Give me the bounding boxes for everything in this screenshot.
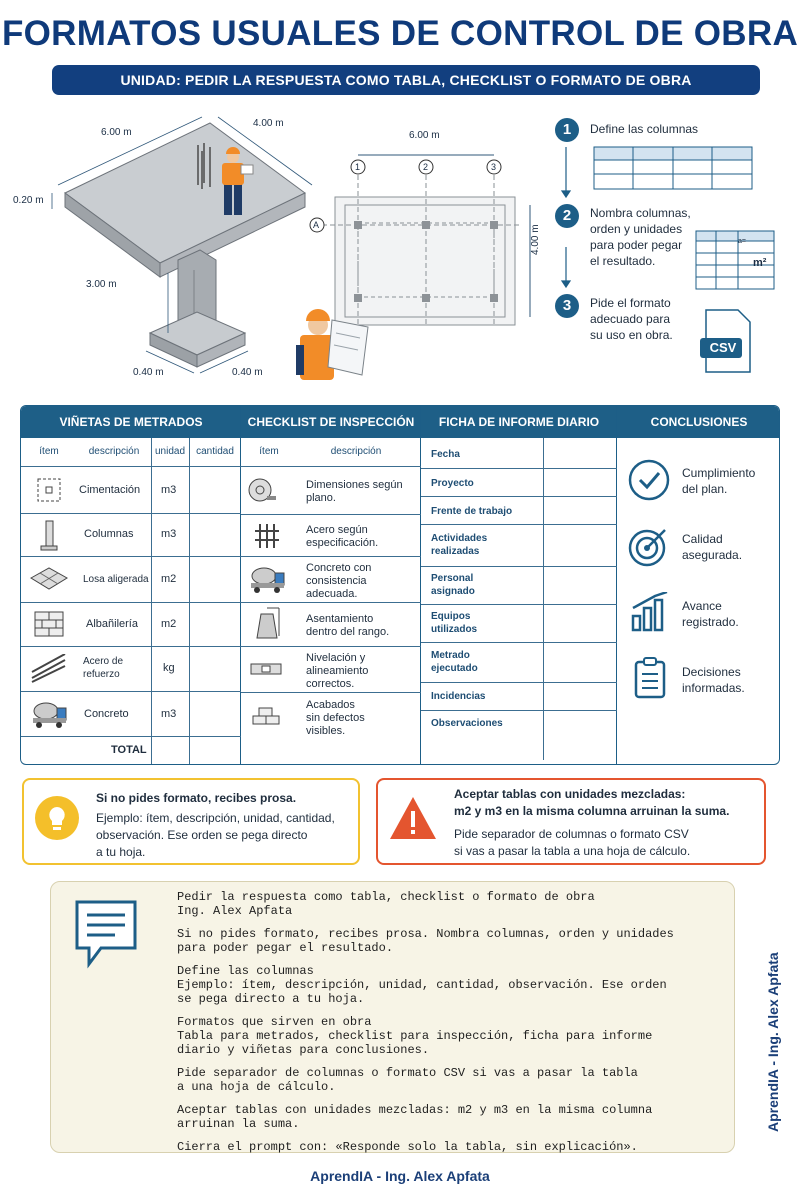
ficha-field (431, 572, 475, 598)
prompt-line: Define las columnas (177, 964, 314, 978)
checklist-desc-line: alineamiento (306, 665, 369, 677)
column-icon (37, 518, 61, 552)
table-row (421, 604, 617, 605)
prompt-line: Cierra el prompt con: «Responde solo la tabla, sin explicación». (177, 1140, 638, 1154)
rebar-icon (29, 654, 69, 684)
table-row (21, 466, 241, 467)
col-item: ítem (259, 446, 279, 457)
table-row (421, 710, 617, 711)
table-row (21, 556, 241, 557)
table-row (21, 513, 241, 514)
conclusion-line: asegurada. (682, 548, 743, 562)
metrado-total: TOTAL (111, 744, 147, 756)
ficha-field: Incidencias (431, 691, 486, 702)
prompt-line: Aceptar tablas con unidades mezcladas: m2 y m3 en la misma columna (177, 1103, 653, 1117)
dim-footing-b: 0.40 m (232, 367, 263, 378)
conclusion-item (682, 664, 745, 696)
step-number: 3 (555, 294, 579, 318)
tip-text (96, 810, 335, 861)
ficha-field (431, 532, 487, 558)
prompt-line (177, 955, 674, 964)
header-ficha: FICHA DE INFORME DIARIO (421, 406, 617, 438)
metrado-unit: m3 (161, 484, 177, 496)
metrado-desc: Cimentación (79, 484, 141, 496)
prompt-line (177, 1131, 674, 1140)
conclusion-line: Calidad (682, 532, 723, 546)
checklist-desc-line: dentro del rango. (306, 626, 390, 638)
col-descripcion: descripción (330, 446, 382, 457)
prompt-line (177, 918, 674, 927)
ficha-field: Observaciones (431, 718, 503, 729)
step-text-line: Define las columnas (590, 122, 699, 136)
prompt-line: Ejemplo: ítem, descripción, unidad, cantidad, observación. Ese orden (177, 978, 667, 992)
table-row (421, 682, 617, 683)
step-text-line: Pide el formato (590, 296, 671, 310)
table-row (241, 646, 421, 647)
col-item: ítem (39, 446, 59, 457)
target-icon (627, 524, 671, 568)
step-text-line: adecuado para (590, 312, 671, 326)
chat-bubble-icon (71, 898, 141, 972)
sheet-unit: m² (753, 257, 767, 269)
header-metrados: VIÑETAS DE METRADOS (21, 406, 241, 438)
brick-wall-icon (33, 610, 65, 638)
conclusion-line: Avance (682, 599, 722, 613)
tip-text-line: Ejemplo: ítem, descripción, unidad, cantidad, (96, 811, 335, 825)
conclusion-item (682, 598, 739, 630)
table-row (21, 602, 241, 603)
metrado-desc-line: Acero de (83, 656, 124, 667)
csv-label: CSV (709, 340, 737, 355)
tip-text-line: a tu hoja. (96, 845, 146, 859)
warning-heading (454, 786, 729, 820)
conclusion-line: Decisiones (682, 665, 741, 679)
step-text-line: orden y unidades (590, 222, 683, 236)
ficha-field-line: ejecutado (431, 663, 478, 674)
prompt-text (177, 890, 674, 1154)
table-row (241, 602, 421, 603)
metrado-unit: m2 (161, 618, 177, 630)
conclusion-item (682, 531, 742, 563)
conclusion-line: Cumplimiento (682, 466, 756, 480)
conclusion-line: del plan. (682, 482, 728, 496)
step-text-line: Nombra columnas, (590, 206, 691, 220)
footer-brand: AprendIA - Ing. Alex Apfata (310, 1168, 490, 1184)
prompt-line: Pide separador de columnas o formato CSV si vas a pasar la tabla (177, 1066, 638, 1080)
tip-heading: Si no pides formato, recibes prosa. (96, 791, 297, 805)
table-row (241, 692, 421, 693)
checklist-desc-line: Dimensiones según (306, 479, 403, 491)
step-text (590, 121, 698, 137)
lightbulb-icon (34, 795, 80, 841)
step-text-line: para poder pegar (590, 238, 683, 252)
checklist-desc-line: Concreto con (306, 562, 372, 574)
metrado-desc: Concreto (84, 708, 129, 720)
table-row (421, 468, 617, 469)
prompt-line: Pedir la respuesta como tabla, checklist o formato de obra (177, 890, 595, 904)
grid-label-1: 1 (355, 162, 361, 172)
prompt-line: Tabla para metrados, checklist para inspección, ficha para informe (177, 1029, 653, 1043)
check-circle-icon (627, 458, 671, 502)
footing-icon (35, 476, 63, 504)
metrado-unit: m2 (161, 573, 177, 585)
dim-slab: 0.20 m (13, 195, 44, 206)
metrado-desc-line: refuerzo (83, 669, 120, 680)
prompt-line (177, 1006, 674, 1015)
dim-footing-a: 0.40 m (133, 367, 164, 378)
checklist-desc (306, 524, 378, 550)
col-unidad: unidad (154, 446, 186, 457)
tape-measure-icon (247, 476, 277, 504)
step-number: 1 (555, 118, 579, 142)
warning-heading-line: m2 y m3 en la misma columna arruinan la suma. (454, 804, 730, 818)
warning-text-line: si vas a pasar la tabla a una hoja de cálculo. (454, 844, 691, 858)
prompt-line: Si no pides formato, recibes prosa. Nombra columnas, orden y unidades (177, 927, 674, 941)
checklist-desc (306, 613, 389, 639)
warning-icon (388, 795, 438, 841)
warning-callout (376, 778, 766, 865)
level-icon (249, 660, 283, 678)
grid-label-a: A (313, 220, 320, 230)
prompt-line: a una hoja de cálculo. (177, 1080, 336, 1094)
step-text-line: el resultado. (590, 254, 656, 268)
metrado-desc: Columnas (84, 528, 134, 540)
col-descripcion: descripción (88, 446, 140, 457)
header-checklist: CHECKLIST DE INSPECCIÓN (241, 406, 421, 438)
checklist-desc-line: plano. (306, 492, 336, 504)
step-text-line: su uso en obra. (590, 328, 673, 342)
plan-width: 6.00 m (409, 130, 440, 141)
table-row (21, 691, 241, 692)
bar-chart-icon (629, 592, 673, 632)
ficha-field: Fecha (431, 449, 460, 460)
checklist-desc (306, 562, 371, 601)
ficha-field-line: Personal (431, 573, 474, 584)
tip-text-line: observación. Ese orden se pega directo (96, 828, 308, 842)
mixer-truck-icon (29, 698, 69, 730)
section-divider (240, 406, 241, 765)
ficha-field (431, 649, 478, 675)
ficha-field-line: realizadas (431, 546, 480, 557)
warning-text (454, 826, 690, 860)
metrado-desc: Albañilería (86, 618, 138, 630)
dim-top-depth: 4.00 m (253, 118, 284, 129)
ficha-field-line: asignado (431, 586, 475, 597)
page-title: FORMATOS USUALES DE CONTROL DE OBRA (1, 14, 799, 53)
checklist-desc-line: Asentamiento (306, 613, 374, 625)
section-divider (616, 406, 617, 765)
metrado-unit: kg (163, 662, 175, 674)
checklist-desc-line: correctos. (306, 678, 355, 690)
step-text (590, 295, 673, 343)
metrado-desc (83, 655, 123, 681)
prompt-line: se pega directo a tu hoja. (177, 992, 365, 1006)
conclusion-line: informadas. (682, 681, 745, 695)
section-divider (420, 406, 421, 765)
formats-table (20, 405, 780, 765)
table-row (21, 736, 241, 737)
checklist-desc-line: sin defectos (306, 712, 365, 724)
table-row (241, 466, 421, 467)
grid-label-3: 3 (491, 162, 497, 172)
conclusion-line: registrado. (682, 615, 739, 629)
slab-icon (29, 564, 69, 594)
table-row (421, 524, 617, 525)
prompt-line: diario y viñetas para conclusiones. (177, 1043, 430, 1057)
col-cantidad: cantidad (196, 446, 234, 457)
tip-callout (22, 778, 360, 865)
table-row (241, 514, 421, 515)
checklist-desc-line: Nivelación y (306, 652, 366, 664)
sheet-mark: a= (738, 238, 746, 245)
warning-text-line: Pide separador de columnas o formato CSV (454, 827, 689, 841)
warning-heading-line: Aceptar tablas con unidades mezcladas: (454, 787, 686, 801)
ficha-field-line: Equipos (431, 611, 471, 622)
dim-top-width: 6.00 m (101, 127, 132, 138)
checklist-desc-line: especificación. (306, 537, 379, 549)
checklist-desc-line: adecuada. (306, 588, 358, 600)
table-row (421, 566, 617, 567)
metrado-unit: m3 (161, 708, 177, 720)
step-number: 2 (555, 204, 579, 228)
checklist-desc (306, 652, 368, 691)
prompt-line: Formatos que sirven en obra (177, 1015, 372, 1029)
slump-cone-icon (251, 606, 283, 642)
prompt-line: para poder pegar el resultado. (177, 941, 394, 955)
ficha-field: Frente de trabajo (431, 506, 513, 517)
table-row (241, 556, 421, 557)
rebar-grid-icon (253, 522, 281, 550)
ficha-field-line: Actividades (431, 533, 488, 544)
clipboard-icon (633, 656, 669, 700)
brick-icon (251, 702, 283, 728)
checklist-desc-line: Acero según (306, 524, 368, 536)
table-row (421, 496, 617, 497)
metrado-unit: m3 (161, 528, 177, 540)
metrado-desc: Losa aligerada (83, 574, 149, 585)
table-row (21, 646, 241, 647)
prompt-line (177, 1057, 674, 1066)
ficha-field: Proyecto (431, 478, 474, 489)
subtitle-banner: UNIDAD: PEDIR LA RESPUESTA COMO TABLA, CHECKLIST O FORMATO DE OBRA (52, 65, 760, 95)
side-brand: AprendIA - Ing. Alex Apfata (765, 952, 781, 1132)
prompt-line: arruinan la suma. (177, 1117, 300, 1131)
prompt-line (177, 1094, 674, 1103)
header-conclusiones: CONCLUSIONES (617, 406, 780, 438)
dim-column-height: 3.00 m (86, 279, 117, 290)
ficha-field (431, 610, 477, 636)
checklist-desc (306, 479, 403, 505)
step-text (590, 205, 691, 269)
checklist-desc-line: consistencia (306, 575, 367, 587)
checklist-desc-line: visibles. (306, 725, 346, 737)
checklist-desc (306, 699, 365, 738)
grid-label-2: 2 (423, 162, 429, 172)
plan-height: 4.00 m (530, 224, 541, 255)
ficha-field-line: Metrado (431, 650, 470, 661)
checklist-desc-line: Acabados (306, 699, 355, 711)
ficha-field-line: utilizados (431, 624, 478, 635)
mixer-truck-icon (247, 563, 287, 595)
prompt-line: Ing. Alex Apfata (177, 904, 293, 918)
conclusion-item (682, 465, 755, 497)
table-row (421, 642, 617, 643)
grid-line (543, 438, 544, 760)
